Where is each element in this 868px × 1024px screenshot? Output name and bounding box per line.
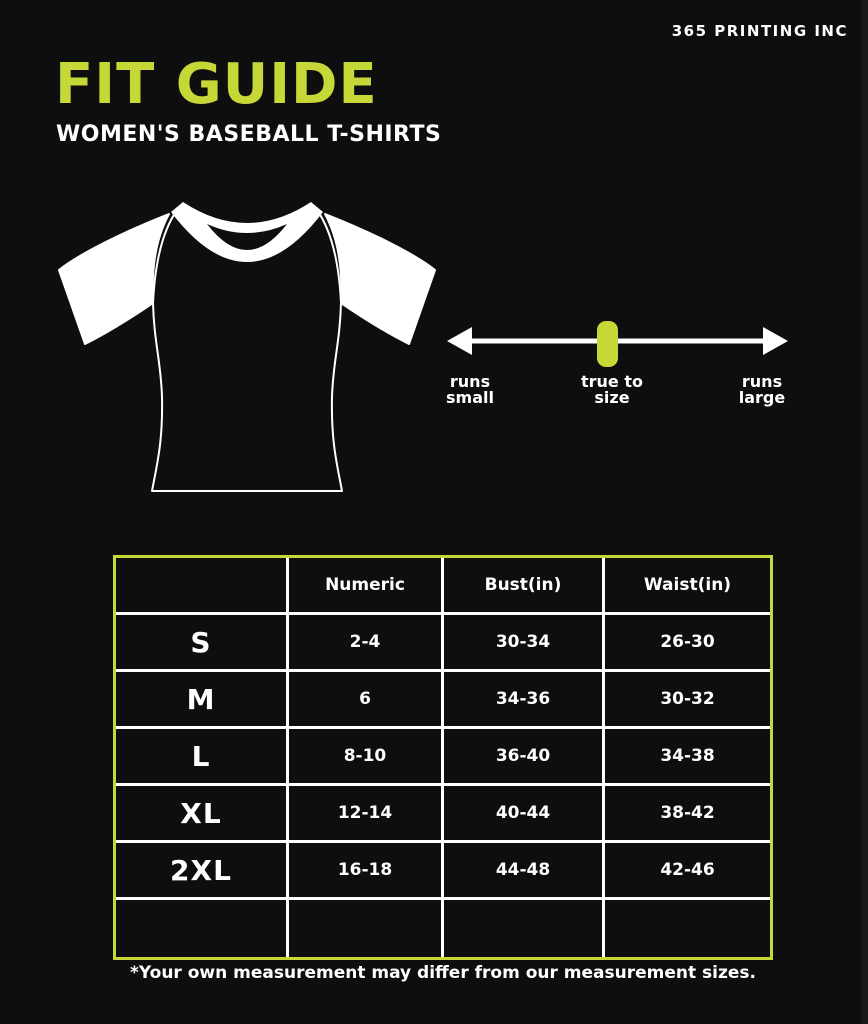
scale-label-true-to-size [562,374,662,406]
numeric-value: 2-4 [289,615,441,669]
size-label: S [116,615,286,669]
numeric-value: 16-18 [289,843,441,897]
size-label: 2XL [116,843,286,897]
header-cell-numeric: Numeric [289,558,441,612]
scale-label-line: runs [741,372,783,391]
numeric-value: 6 [289,672,441,726]
header-cell-bust: Bust(in) [444,558,602,612]
scale-label-line: large [738,388,786,407]
bust-value: 40-44 [444,786,602,840]
numeric-value: 8-10 [289,729,441,783]
tshirt-right-sleeve [325,214,435,344]
empty-cell [289,900,441,957]
header-cell-size [116,558,286,612]
waist-value: 38-42 [605,786,770,840]
empty-cell [605,900,770,957]
bust-value: 34-36 [444,672,602,726]
bust-value: 36-40 [444,729,602,783]
empty-cell [116,900,286,957]
measurement-disclaimer: *Your own measurement may differ from our measurement sizes. [130,963,756,983]
size-chart-grid [116,558,770,957]
size-chart-table [113,555,773,960]
waist-value: 34-38 [605,729,770,783]
numeric-value: 12-14 [289,786,441,840]
tshirt-left-sleeve [59,214,169,344]
scale-label-line: size [594,388,630,407]
bust-value: 44-48 [444,843,602,897]
scale-label-line: true to [581,372,643,391]
arrowhead-right-icon [763,327,788,355]
waist-value: 26-30 [605,615,770,669]
scale-label-line: runs [449,372,491,391]
scale-label-line: small [446,388,494,407]
size-label: L [116,729,286,783]
fit-scale-arrow [445,318,790,370]
scale-label-runs-small [430,374,510,406]
page-subtitle: WOMEN'S BASEBALL T-SHIRTS [56,122,442,147]
bust-value: 30-34 [444,615,602,669]
scale-label-runs-large [712,374,812,406]
page-edge-shade [861,0,868,1024]
arrowhead-left-icon [447,327,472,355]
true-to-size-indicator [597,321,618,367]
raglan-tshirt-illustration [57,202,437,497]
size-label: XL [116,786,286,840]
size-label: M [116,672,286,726]
brand-name: 365 PRINTING INC [671,22,848,40]
empty-cell [444,900,602,957]
header-cell-waist: Waist(in) [605,558,770,612]
waist-value: 42-46 [605,843,770,897]
waist-value: 30-32 [605,672,770,726]
page-title: FIT GUIDE [55,52,378,117]
